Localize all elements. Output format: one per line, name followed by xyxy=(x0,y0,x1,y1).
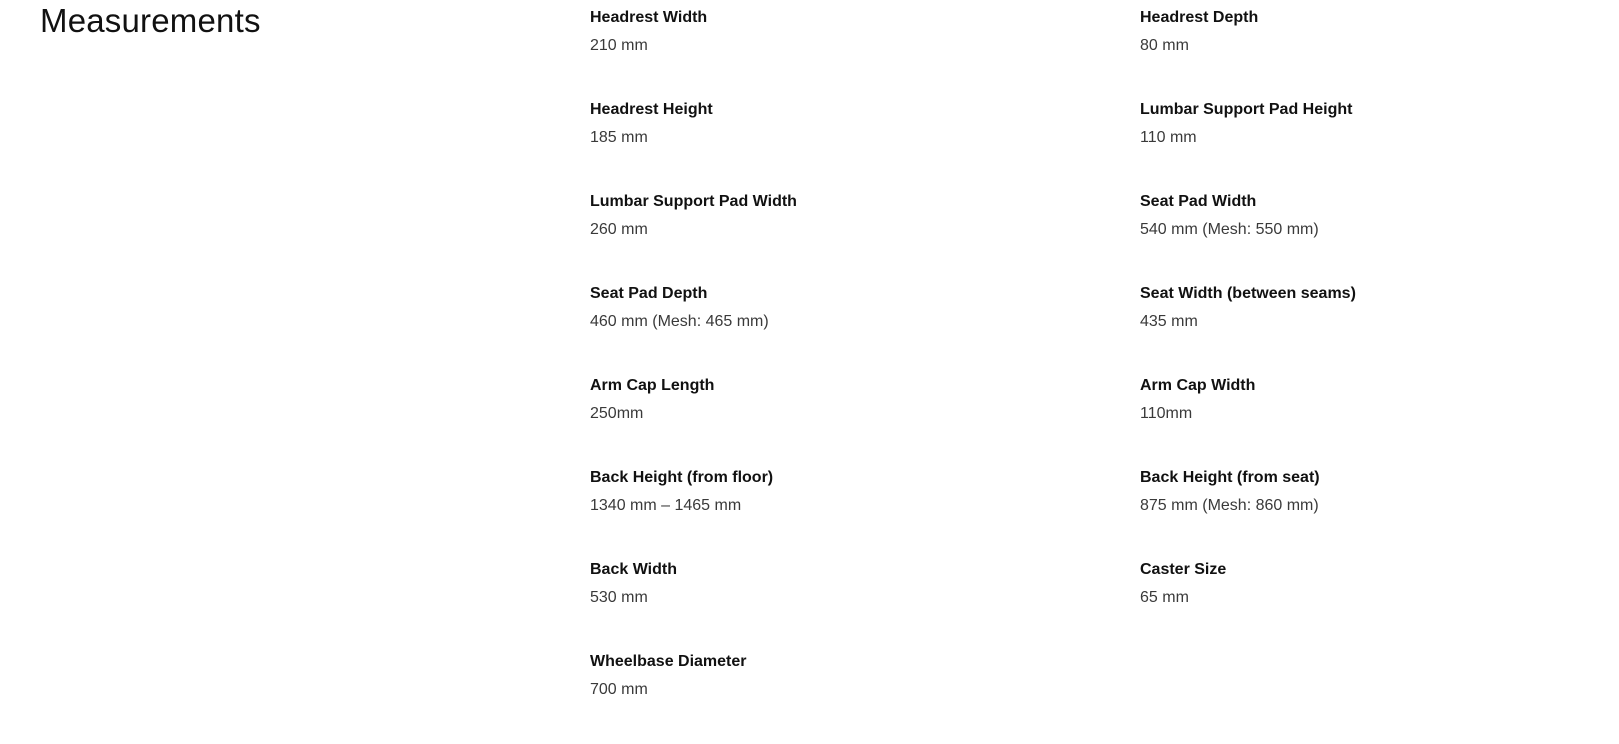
spec-label: Lumbar Support Pad Height xyxy=(1140,101,1353,118)
spec-back-width xyxy=(590,560,1140,652)
spec-lumbar-pad-height xyxy=(1140,100,1590,192)
spec-label: Back Height (from floor) xyxy=(590,469,774,486)
spec-wheelbase-diameter xyxy=(590,652,1140,744)
spec-label: Seat Width (between seams) xyxy=(1140,285,1356,302)
spec-headrest-width xyxy=(590,8,1140,100)
spec-arm-cap-width xyxy=(1140,376,1590,468)
spec-label: Lumbar Support Pad Width xyxy=(590,193,797,210)
spec-value: 250mm xyxy=(590,405,644,422)
spec-grid xyxy=(590,8,1590,744)
spec-label: Headrest Depth xyxy=(1140,9,1259,26)
spec-value: 875 mm (Mesh: 860 mm) xyxy=(1140,497,1319,514)
spec-headrest-height xyxy=(590,100,1140,192)
spec-value: 530 mm xyxy=(590,589,648,606)
spec-value: 700 mm xyxy=(590,681,648,698)
spec-label: Back Width xyxy=(590,561,677,578)
spec-label: Caster Size xyxy=(1140,561,1227,578)
spec-seat-pad-depth xyxy=(590,284,1140,376)
spec-label: Arm Cap Length xyxy=(590,377,715,394)
spec-label: Seat Pad Width xyxy=(1140,193,1257,210)
spec-headrest-depth xyxy=(1140,8,1590,100)
spec-value: 65 mm xyxy=(1140,589,1189,606)
spec-lumbar-pad-width xyxy=(590,192,1140,284)
spec-value: 110mm xyxy=(1140,405,1193,422)
spec-value: 110 mm xyxy=(1140,129,1197,146)
spec-seat-width xyxy=(1140,284,1590,376)
spec-seat-pad-width xyxy=(1140,192,1590,284)
spec-label: Back Height (from seat) xyxy=(1140,469,1320,486)
spec-back-height-floor xyxy=(590,468,1140,560)
spec-value: 435 mm xyxy=(1140,313,1198,330)
spec-caster-size xyxy=(1140,560,1590,652)
spec-label: Headrest Width xyxy=(590,9,708,26)
spec-value: 185 mm xyxy=(590,129,648,146)
spec-label: Arm Cap Width xyxy=(1140,377,1256,394)
section-title: Measurements xyxy=(40,2,261,39)
spec-value: 210 mm xyxy=(590,37,648,54)
spec-value: 1340 mm – 1465 mm xyxy=(590,497,742,514)
spec-value: 80 mm xyxy=(1140,37,1189,54)
spec-label: Headrest Height xyxy=(590,101,713,118)
spec-value: 460 mm (Mesh: 465 mm) xyxy=(590,313,769,330)
spec-label: Seat Pad Depth xyxy=(590,285,708,302)
spec-value: 260 mm xyxy=(590,221,648,238)
spec-label: Wheelbase Diameter xyxy=(590,653,747,670)
spec-value: 540 mm (Mesh: 550 mm) xyxy=(1140,221,1319,238)
spec-arm-cap-length xyxy=(590,376,1140,468)
spec-back-height-seat xyxy=(1140,468,1590,560)
